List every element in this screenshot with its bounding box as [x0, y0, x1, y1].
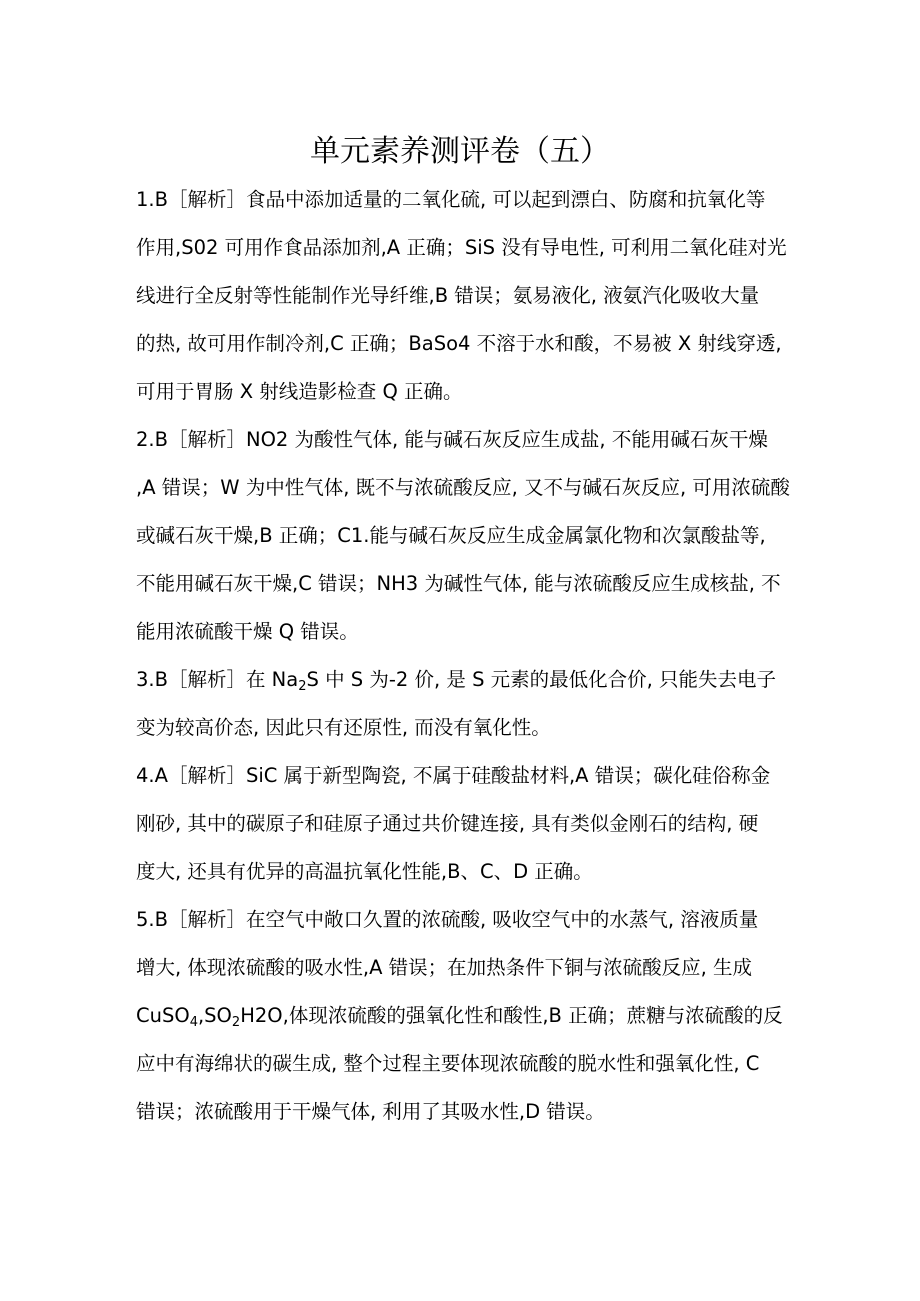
answer-3-line-1: [136, 668, 788, 692]
answer-2-line-4: 不能用碱石灰干燥,C 错误；NH3 为碱性气体, 能与浓硫酸反应生成核盐, 不: [136, 572, 781, 595]
na2s-subscript: 2: [298, 679, 307, 694]
answer-3-line-1-part-b: S 中 S 为-2 价, 是 S 元素的最低化合价, 只能失去电子: [306, 668, 777, 691]
answer-2-line-5: 能用浓硫酸干燥 Q 错误。: [136, 620, 359, 643]
answer-5-line-1: 5.B［解析］在空气中敞口久置的浓硫酸, 吸收空气中的水蒸气, 溶液质量: [136, 908, 759, 931]
answer-3-line-2: 变为较高价态, 因此只有还原性, 而没有氧化性。: [136, 716, 551, 739]
answer-1-line-5: 可用于胃肠 X 射线造影检查 Q 正确。: [136, 380, 463, 403]
answer-1-line-4: 的热, 故可用作制冷剂,C 正确；BaSo4 不溶于水和酸，不易被 X 射线穿透,: [136, 332, 782, 355]
answer-3-line-1-part-a: 3.B［解析］在 Na: [136, 668, 299, 691]
answer-5: [136, 908, 788, 1124]
cuso4-subscript: 4: [189, 1015, 198, 1030]
answer-4: [136, 764, 788, 884]
answer-5-line-5: 错误；浓硫酸用于干燥气体, 利用了其吸水性,D 错误。: [136, 1100, 605, 1123]
answer-5-line-4: 应中有海绵状的碳生成, 整个过程主要体现浓硫酸的脱水性和强氧化性, C: [136, 1052, 760, 1075]
answer-3: [136, 668, 788, 740]
answer-5-line-3-part-c: H2O,体现浓硫酸的强氧化性和酸性,B 正确；蔗糖与浓硫酸的反: [240, 1004, 783, 1027]
answer-2-line-3: 或碱石灰干燥,B 正确；C1.能与碱石灰反应生成金属氯化物和次氯酸盐等,: [136, 524, 766, 547]
answer-4-line-1: 4.A［解析］SiC 属于新型陶瓷, 不属于硅酸盐材料,A 错误；碳化硅俗称金: [136, 764, 771, 787]
answer-5-line-2: 增大, 体现浓硫酸的吸水性,A 错误；在加热条件下铜与浓硫酸反应, 生成: [136, 956, 753, 979]
answer-5-line-3-part-b: ,SO: [197, 1004, 232, 1027]
answer-1-line-1: 1.B［解析］食品中添加适量的二氧化硫, 可以起到漂白、防腐和抗氧化等: [136, 188, 766, 211]
answer-4-line-2: 刚砂, 其中的碳原子和硅原子通过共价键连接, 具有类似金刚石的结构, 硬: [136, 812, 759, 835]
answer-4-line-3: 度大, 还具有优异的高温抗氧化性能,B、C、D 正确。: [136, 860, 593, 883]
so2-subscript: 2: [231, 1015, 241, 1030]
answer-2-line-2: ,A 错误；W 为中性气体, 既不与浓硫酸反应, 又不与碱石灰反应, 可用浓硫酸: [136, 476, 790, 499]
answer-1: [136, 188, 788, 404]
page-title: 单元素养测评卷（五）: [310, 134, 610, 169]
answer-1-line-3: 线进行全反射等性能制作光导纤维,B 错误；氨易液化, 液氨汽化吸收大量: [136, 284, 760, 307]
answer-2-line-1: 2.B［解析］NO2 为酸性气体, 能与碱石灰反应生成盐, 不能用碱石灰干燥: [136, 428, 768, 451]
answer-content: [136, 188, 788, 1148]
answer-2: [136, 428, 788, 644]
answer-5-line-3: [136, 1004, 788, 1028]
answer-1-line-2: 作用,S02 可用作食品添加剂,A 正确；SiS 没有导电性, 可利用二氧化硅对光: [136, 236, 787, 259]
answer-5-line-3-part-a: CuSO: [136, 1004, 190, 1027]
